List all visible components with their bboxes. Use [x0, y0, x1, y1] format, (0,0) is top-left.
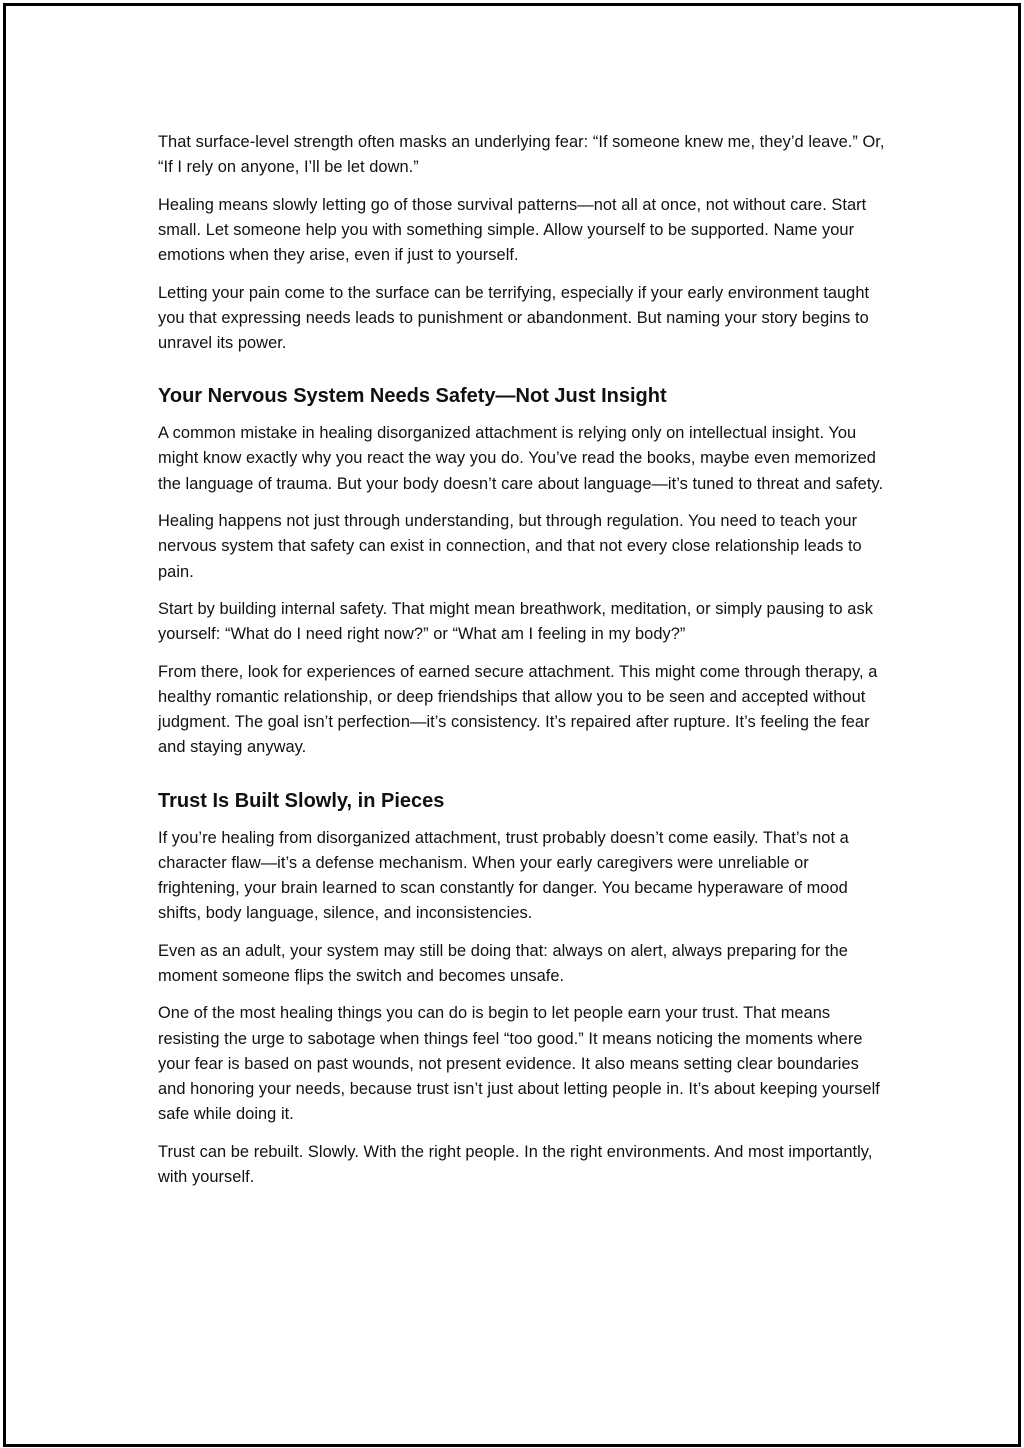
paragraph: That surface-level strength often masks an underlying fear: “If someone knew me, they’d leave.” Or, “If I rely on anyone, I’ll be let down.”	[158, 133, 885, 177]
section-heading: Your Nervous System Needs Safety—Not Just Insight	[158, 385, 667, 408]
paragraph: Trust can be rebuilt. Slowly. With the right people. In the right environments. And most importantly, with yourself.	[158, 1142, 873, 1186]
page-border	[3, 3, 1021, 1447]
section-heading: Trust Is Built Slowly, in Pieces	[158, 789, 445, 812]
paragraph: From there, look for experiences of earned secure attachment. This might come through therapy, a healthy romantic relationship, or deep friendships that allow you to be seen and accepted without judgment. The goal isn’t perfection—it’s consistency. It’s repaired after rupture. It’s feeling the fear and staying anyway.	[158, 662, 878, 757]
paragraph: Healing happens not just through understanding, but through regulation. You need to teach your nervous system that safety can exist in connection, and that not every close relationship leads to pain.	[158, 512, 862, 581]
paragraph: Start by building internal safety. That might mean breathwork, meditation, or simply pausing to ask yourself: “What do I need right now?” or “What am I feeling in my body?”	[158, 600, 873, 644]
paragraph: If you’re healing from disorganized attachment, trust probably doesn’t come easily. That’s not a character flaw—it’s a defense mechanism. When your early caregivers were unreliable or frightening, your brain learned to scan constantly for danger. You became hyperaware of mood shifts, body language, silence, and inconsistencies.	[158, 828, 849, 923]
paragraph: One of the most healing things you can do is begin to let people earn your trust. That means resisting the urge to sabotage when things feel “too good.” It means noticing the moments where your fear is based on past wounds, not present evidence. It also means setting clear boundaries and honoring your needs, because trust isn’t just about letting people in. It’s about keeping yourself safe while doing it.	[158, 1004, 880, 1124]
paragraph: A common mistake in healing disorganized attachment is relying only on intellectual insight. You might know exactly why you react the way you do. You’ve read the books, maybe even memorized the language of trauma. But your body doesn’t care about language—it’s tuned to threat and safety.	[158, 424, 884, 493]
paragraph: Healing means slowly letting go of those survival patterns—not all at once, not without care. Start small. Let someone help you with something simple. Allow yourself to be supported. Name your emotions when they arise, even if just to yourself.	[158, 195, 867, 265]
paragraph: Even as an adult, your system may still be doing that: always on alert, always preparing for the moment someone flips the switch and becomes unsafe.	[158, 941, 848, 985]
document-body	[158, 130, 888, 1202]
paragraph: Letting your pain come to the surface can be terrifying, especially if your early environment taught you that expressing needs leads to punishment or abandonment. But naming your story begins to unravel its power.	[158, 283, 870, 353]
